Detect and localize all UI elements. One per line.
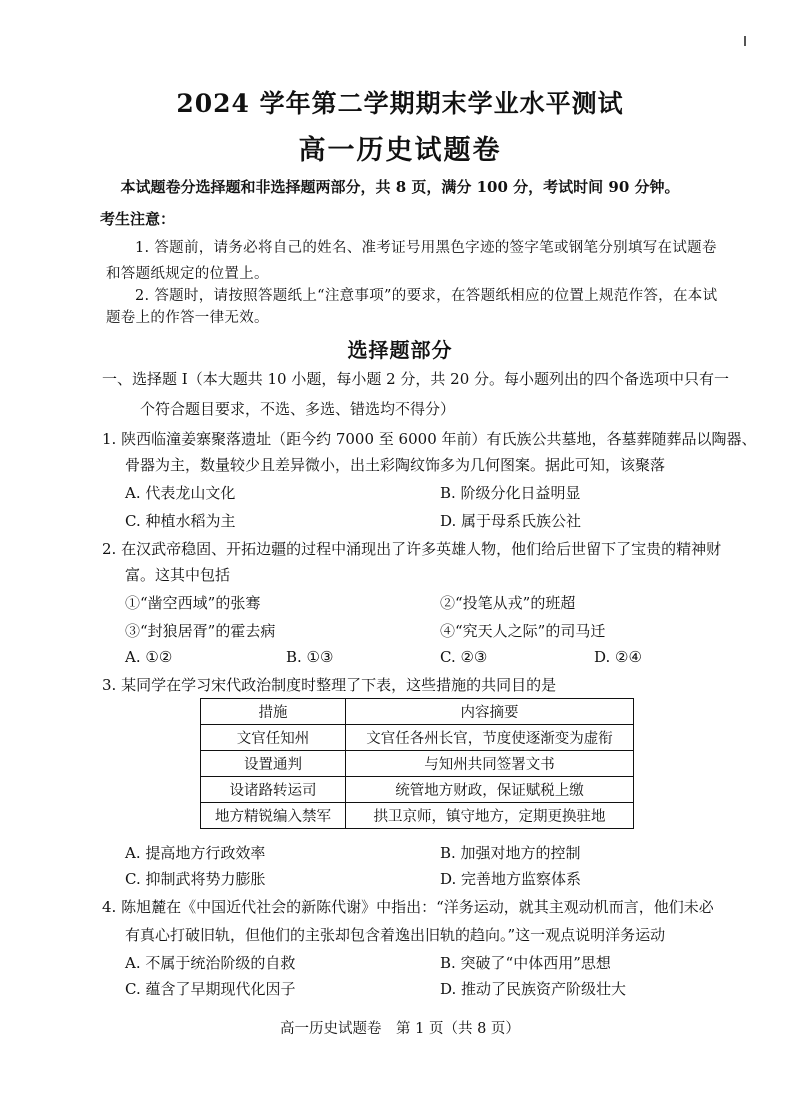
- table-header-cell: 内容摘要: [346, 699, 634, 725]
- table-cell: 与知州共同签署文书: [346, 751, 634, 777]
- scan-mark: [744, 36, 746, 46]
- exam-intro: 本试题卷分选择题和非选择题两部分，共 8 页，满分 100 分，考试时间 90 分钟。: [120, 178, 680, 196]
- q4-stem-cont: 有真心打破旧轨，但他们的主张却包含着逸出旧轨的趋向。”这一观点说明洋务运动: [125, 926, 666, 944]
- q4-option-b: B. 突破了“中体西用”思想: [440, 954, 611, 972]
- q4-option-c: C. 蕴含了早期现代化因子: [125, 980, 296, 998]
- table-cell: 统管地方财政，保证赋税上缴: [346, 777, 634, 803]
- q2-option-a: A. ①②: [125, 648, 173, 666]
- section-instruction: 一、选择题 I（本大题共 10 小题，每小题 2 分，共 20 分。每小题列出的四个备选项中只有一: [102, 370, 730, 388]
- table-cell: 设诸路转运司: [201, 777, 346, 803]
- notice-item-1: 1. 答题前，请务必将自己的姓名、准考证号用黑色字迹的签字笔或钢笔分别填写在试题卷: [135, 240, 717, 256]
- q4-option-a: A. 不属于统治阶级的自救: [125, 954, 296, 972]
- q2-statement-3: ③“封狼居胥”的霍去病: [125, 622, 276, 640]
- q1-option-c: C. 种植水稻为主: [125, 512, 236, 530]
- table-row: [201, 803, 634, 829]
- table-row: [201, 751, 634, 777]
- q3-stem: 3. 某同学在学习宋代政治制度时整理了下表，这些措施的共同目的是: [102, 676, 557, 694]
- q2-stem: 2. 在汉武帝稳固、开拓边疆的过程中涌现出了许多英雄人物，他们给后世留下了宝贵的精神财: [102, 540, 722, 558]
- table-row: [201, 777, 634, 803]
- table-cell: 拱卫京师，镇守地方，定期更换驻地: [346, 803, 634, 829]
- table-cell: 文官任知州: [201, 725, 346, 751]
- notice-item-1-cont: 和答题纸规定的位置上。: [106, 266, 269, 282]
- q2-statement-1: ①“凿空西域”的张骞: [125, 594, 261, 612]
- q2-statement-4: ④“究天人之际”的司马迁: [440, 622, 606, 640]
- notice-item-2: 2. 答题时，请按照答题纸上“注意事项”的要求，在答题纸相应的位置上规范作答，在本试: [135, 288, 718, 304]
- q2-stem-cont: 富。这其中包括: [125, 566, 231, 584]
- section-title: 选择题部分: [347, 338, 453, 362]
- q3-table: [200, 698, 634, 829]
- notice-heading: 考生注意：: [100, 210, 176, 228]
- table-header-cell: 措施: [201, 699, 346, 725]
- q1-option-b: B. 阶级分化日益明显: [440, 484, 581, 502]
- q2-option-b: B. ①③: [286, 648, 334, 666]
- table-row: [201, 725, 634, 751]
- q4-stem: 4. 陈旭麓在《中国近代社会的新陈代谢》中指出：“洋务运动，就其主观动机而言，他们未必: [102, 898, 714, 916]
- q4-option-d: D. 推动了民族资产阶级壮大: [440, 980, 627, 998]
- table-cell: 设置通判: [201, 751, 346, 777]
- q3-option-d: D. 完善地方监察体系: [440, 870, 582, 888]
- q3-option-a: A. 提高地方行政效率: [125, 844, 266, 862]
- q1-option-a: A. 代表龙山文化: [125, 484, 236, 502]
- q1-stem: 1. 陕西临潼姜寨聚落遗址（距今约 7000 至 6000 年前）有氏族公共墓地，各墓葬随葬品以陶器、: [102, 430, 757, 448]
- notice-item-2-cont: 题卷上的作答一律无效。: [106, 310, 269, 326]
- q2-statement-2: ②“投笔从戎”的班超: [440, 594, 576, 612]
- section-instruction-cont: 个符合题目要求，不选、多选、错选均不得分）: [140, 400, 456, 418]
- page-footer: 高一历史试题卷 第 1 页（共 8 页）: [280, 1021, 520, 1037]
- exam-title: 2024 学年第二学期期末学业水平测试: [176, 89, 624, 118]
- q2-option-d: D. ②④: [594, 648, 642, 666]
- table-cell: 文官任各州长官，节度使逐渐变为虚衔: [346, 725, 634, 751]
- q1-option-d: D. 属于母系氏族公社: [440, 512, 582, 530]
- q2-option-c: C. ②③: [440, 648, 488, 666]
- q3-option-b: B. 加强对地方的控制: [440, 844, 581, 862]
- q1-stem-cont: 骨器为主，数量较少且差异微小，出土彩陶纹饰多为几何图案。据此可知，该聚落: [125, 456, 666, 474]
- table-cell: 地方精锐编入禁军: [201, 803, 346, 829]
- table-header-row: [201, 699, 634, 725]
- q3-option-c: C. 抑制武将势力膨胀: [125, 870, 266, 888]
- exam-subtitle: 高一历史试题卷: [298, 135, 502, 166]
